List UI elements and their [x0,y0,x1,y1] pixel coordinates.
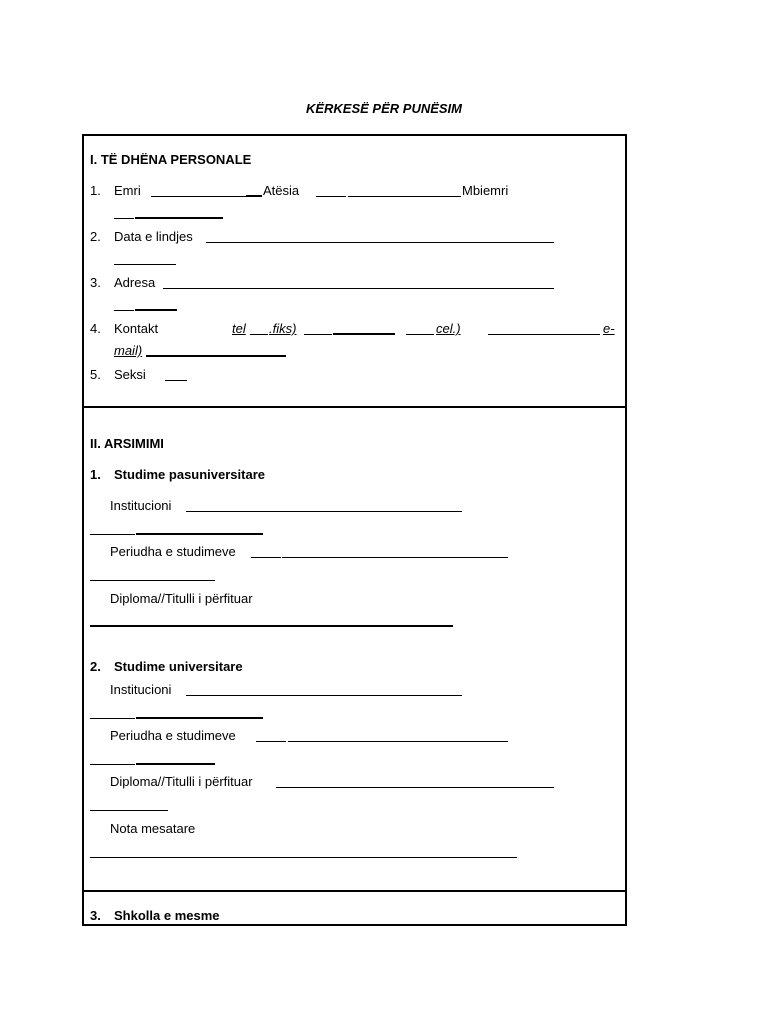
uni-institution-field-ext[interactable] [90,718,135,719]
item-number: 2. [90,229,101,244]
mobile-prefix-field[interactable] [406,334,434,335]
form-title: KËRKESË PËR PUNËSIM [305,101,463,116]
high-school-section [82,890,627,926]
pg-institution-field[interactable] [186,511,462,512]
uni-institution-label: Institucioni [110,682,172,697]
tel-label: tel [232,321,246,336]
pg-period-field[interactable] [251,557,281,558]
pg-period-field-ext[interactable] [282,557,508,558]
pg-period-field-ext2[interactable] [90,580,215,581]
uni-period-label: Periudha e studimeve [110,728,236,743]
surname-field[interactable] [114,218,134,219]
education-section [82,404,627,892]
surname-field-ext[interactable] [135,217,223,219]
surname-label: Mbiemri [462,183,509,198]
item-number: 1. [90,467,101,482]
first-name-field-ext[interactable] [246,195,262,197]
education-heading: II. ARSIMIMI [90,436,164,451]
birth-date-field-ext[interactable] [114,264,176,265]
mobile-label: cel.) [436,321,461,336]
pg-institution-field-ext2[interactable] [136,533,263,535]
gpa-label: Nota mesatare [110,821,196,836]
gpa-field[interactable] [90,857,517,858]
item-number: 2. [90,659,101,674]
uni-diploma-field-ext[interactable] [90,810,168,811]
uni-period-field-ext2[interactable] [90,764,135,765]
address-field-ext[interactable] [114,310,134,311]
pg-institution-field-ext[interactable] [90,534,135,535]
high-school-heading: Shkolla e mesme [114,908,220,923]
uni-period-field-ext[interactable] [288,741,508,742]
landline-field-ext[interactable] [333,333,395,335]
tel-field[interactable] [250,334,268,335]
uni-institution-field-ext2[interactable] [136,717,263,719]
personal-data-heading: I. TË DHËNA PERSONALE [90,152,252,167]
personal-data-section [82,134,627,408]
item-number: 4. [90,321,101,336]
uni-diploma-label: Diploma//Titulli i përfituar [110,774,253,789]
email-label-b: mail) [114,343,143,358]
pg-institution-label: Institucioni [110,498,172,513]
gender-field[interactable] [165,380,187,381]
landline-field[interactable] [304,334,332,335]
father-name-label: Atësia [263,183,300,198]
item-number: 5. [90,367,101,382]
landline-label: .fiks) [269,321,297,336]
postgraduate-heading: Studime pasuniversitare [114,467,265,482]
address-label: Adresa [114,275,156,290]
uni-period-field-ext3[interactable] [136,763,215,765]
pg-period-label: Periudha e studimeve [110,544,236,559]
item-number: 1. [90,183,101,198]
mobile-field[interactable] [488,334,600,335]
uni-period-field[interactable] [256,741,286,742]
address-field[interactable] [163,288,554,289]
gender-label: Seksi [114,367,146,382]
contact-label: Kontakt [114,321,159,336]
email-label-a: e- [603,321,615,336]
address-field-ext2[interactable] [135,309,177,311]
pg-diploma-label: Diploma//Titulli i përfituar [110,591,253,606]
father-name-field-ext[interactable] [348,196,461,197]
university-heading: Studime universitare [114,659,243,674]
item-number: 3. [90,908,101,923]
uni-institution-field[interactable] [186,695,462,696]
first-name-field[interactable] [151,196,246,197]
item-number: 3. [90,275,101,290]
father-name-field[interactable] [316,196,346,197]
birth-date-field[interactable] [206,242,554,243]
birth-date-label: Data e lindjes [114,229,193,244]
email-field[interactable] [146,355,286,357]
first-name-label: Emri [114,183,141,198]
uni-diploma-field[interactable] [276,787,554,788]
pg-diploma-field[interactable] [90,625,453,627]
